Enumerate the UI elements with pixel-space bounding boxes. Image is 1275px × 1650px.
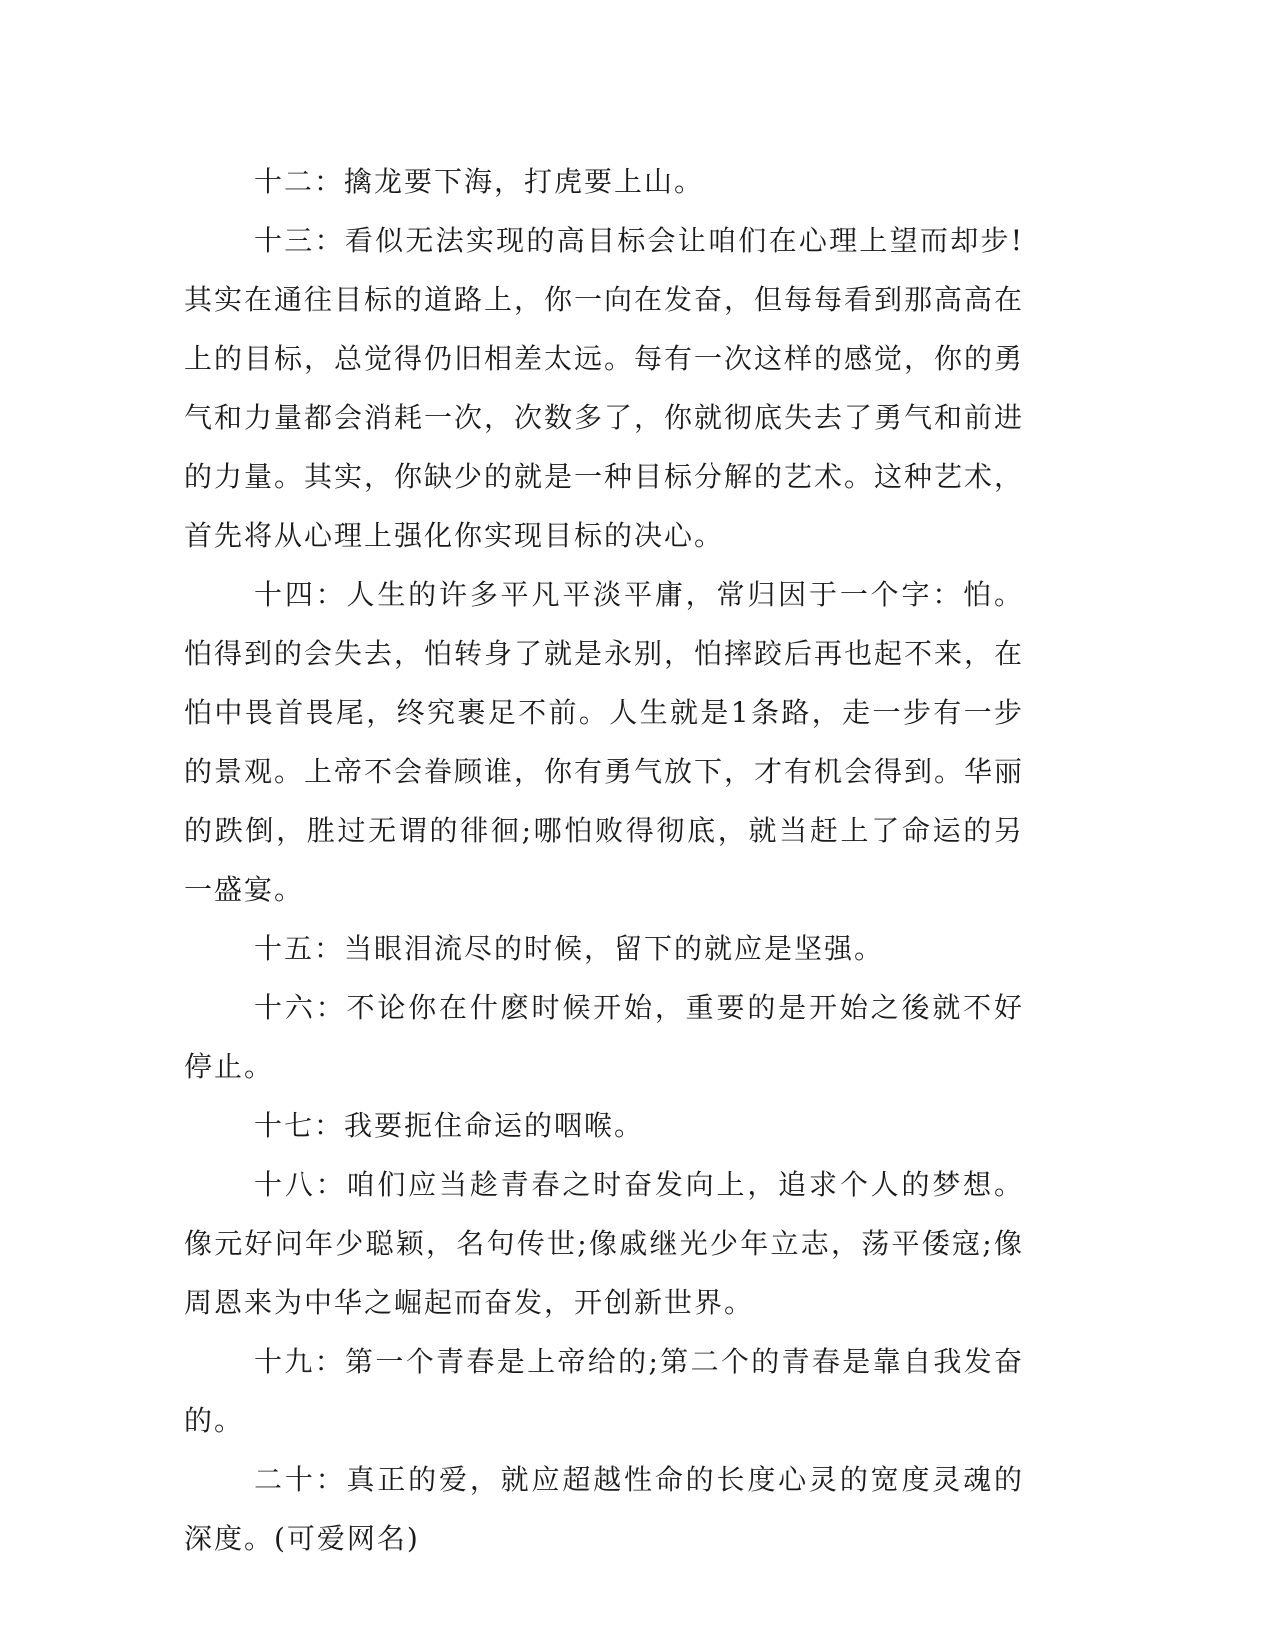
- paragraph-12: 十二：擒龙要下海，打虎要上山。: [254, 165, 705, 198]
- paragraph-14: 十四：人生的许多平凡平淡平庸，常归因于一个字：怕。怕得到的会失去，怕转身了就是永别，怕摔跤后再也起不来，在怕中畏首畏尾，终究裹足不前。人生就是1条路，走一步有一步的景观。上帝不会眷顾谁，你有勇气放下，才有机会得到。华丽的跌倒，胜过无谓的徘徊;哪怕败得彻底，就当赶上了命运的另一盛宴。: [184, 578, 1025, 906]
- paragraph-18: 十八：咱们应当趁青春之时奋发向上，追求个人的梦想。像元好问年少聪颖，名句传世;像戚继光少年立志，荡平倭寇;像周恩来为中华之崛起而奋发，开创新世界。: [184, 1168, 1024, 1319]
- paragraph-15: 十五：当眼泪流尽的时候，留下的就应是坚强。: [254, 932, 885, 965]
- document-body: [184, 152, 1024, 1568]
- paragraph-13: 十三：看似无法实现的高目标会让咱们在心理上望而却步!其实在通往目标的道路上，你一向在发奋，但每每看到那高高在上的目标，总觉得仍旧相差太远。每有一次这样的感觉，你的勇气和力量都会消耗一次，次数多了，你就彻底失去了勇气和前进的力量。其实，你缺少的就是一种目标分解的艺术。这种艺术，首先将从心理上强化你实现目标的决心。: [184, 224, 1025, 552]
- paragraph-19: 十九：第一个青春是上帝给的;第二个的青春是靠自我发奋的。: [184, 1345, 1024, 1437]
- paragraph-20: 二十：真正的爱，就应超越性命的长度心灵的宽度灵魂的深度。(可爱网名): [184, 1463, 1024, 1555]
- paragraph-16: 十六：不论你在什麽时候开始，重要的是开始之後就不好停止。: [184, 991, 1024, 1083]
- paragraph-17: 十七：我要扼住命运的咽喉。: [254, 1109, 645, 1142]
